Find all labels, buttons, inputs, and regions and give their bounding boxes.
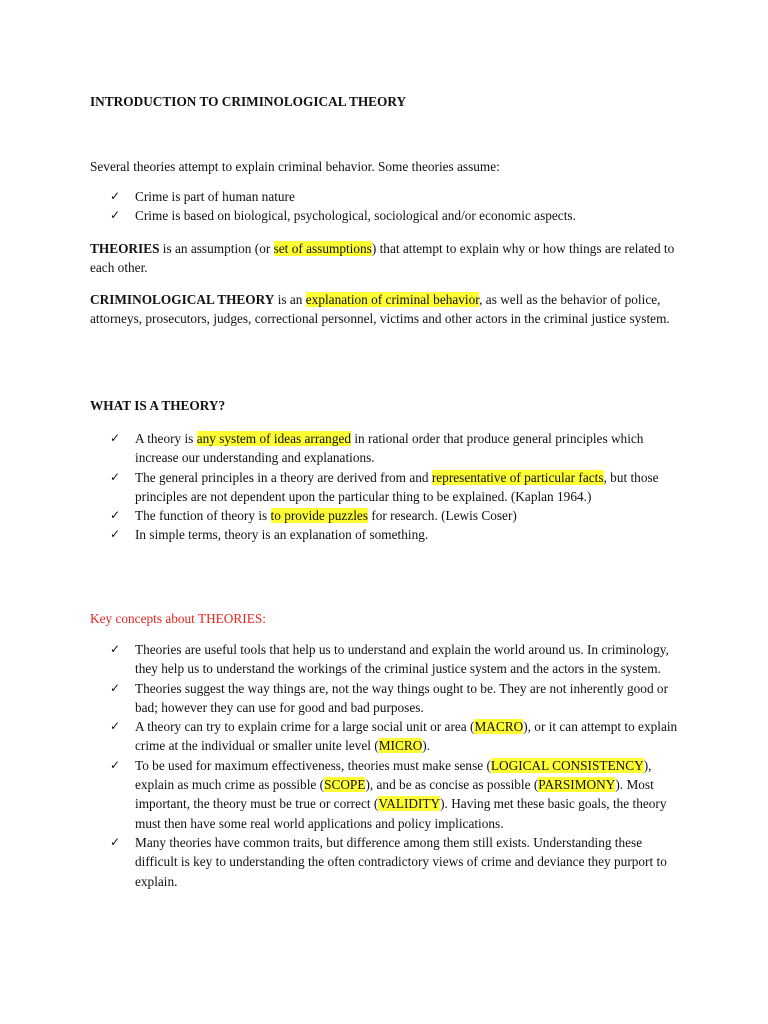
- what-is-theory-list: [90, 429, 688, 545]
- list-item: ✓ Theories suggest the way things are, not the way things ought to be. They are not inherently good or bad; however they can use for good and bad purposes.: [110, 680, 668, 715]
- list-item: ✓ To be used for maximum effectiveness, theories must make sense (LOGICAL CONSISTENCY), explain as much crime as possible (SCOPE), and be as concise as possible (PARSIMONY). Most important, the theory must be true or correct (VALIDITY). Having met these basic goals, the theory must then have some real world applications and policy implications.: [110, 757, 667, 831]
- highlighted-text: set of assumptions: [273, 241, 372, 256]
- checkmark-icon: ✓: [110, 757, 121, 772]
- highlighted-text: SCOPE: [324, 777, 366, 793]
- intro-paragraph: Several theories attempt to explain criminal behavior. Some theories assume:: [90, 159, 500, 174]
- list-item: ✓ In simple terms, theory is an explanation of something.: [90, 525, 688, 544]
- key-concepts-heading: Key concepts about THEORIES:: [90, 611, 266, 626]
- highlighted-text: representative of particular facts: [431, 469, 604, 485]
- highlighted-text: to provide puzzles: [270, 508, 369, 524]
- checkmark-icon: ✓: [110, 680, 121, 695]
- highlighted-text: LOGICAL CONSISTENCY: [490, 757, 644, 773]
- checkmark-icon: ✓: [110, 208, 121, 223]
- list-item: ✓ The function of theory is to provide puzzles for research. (Lewis Coser): [90, 506, 688, 525]
- list-item: ✓ A theory can try to explain crime for a large social unit or area (MACRO), or it can attempt to explain crime at the individual or smaller unite level (MICRO).: [110, 719, 678, 754]
- checkmark-icon: ✓: [110, 469, 121, 484]
- list-item: ✓ Theories are useful tools that help us to understand and explain the world around us. In criminology, they help us to understand the workings of the criminal justice system and the actors in the system.: [110, 642, 669, 677]
- highlighted-text: VALIDITY: [378, 796, 441, 812]
- highlighted-text: PARSIMONY: [538, 777, 616, 793]
- what-is-theory-heading: WHAT IS A THEORY?: [90, 398, 226, 413]
- checkmark-icon: ✓: [110, 508, 121, 523]
- criminological-theory-definition: CRIMINOLOGICAL THEORY is an explanation of criminal behavior, as well as the behavior of police, attorneys, prosecutors, judges, correctional personnel, victims and other actors in the criminal justice system.: [90, 292, 670, 327]
- list-item: ✓ Crime is part of human nature: [90, 187, 688, 206]
- highlighted-text: MICRO: [378, 738, 423, 754]
- checkmark-icon: ✓: [110, 834, 121, 849]
- checkmark-icon: ✓: [110, 527, 121, 542]
- assumption-list: [90, 187, 688, 226]
- list-item: ✓ Many theories have common traits, but difference among them still exists. Understanding these difficult is key to understanding the often contradictory views of crime and deviance they purport to explain.: [110, 834, 667, 889]
- list-item: ✓ The general principles in a theory are derived from and representative of particular facts, but those principles are not dependent upon the particular thing to be explained. (Kaplan 1964.): [110, 469, 659, 504]
- checkmark-icon: ✓: [110, 431, 121, 445]
- highlighted-text: any system of ideas arranged: [196, 431, 352, 446]
- theories-definition: THEORIES is an assumption (or set of assumptions) that attempt to explain why or how things are related to each other.: [90, 241, 675, 276]
- list-item: ✓ Crime is based on biological, psychological, sociological and/or economic aspects.: [90, 206, 688, 225]
- checkmark-icon: ✓: [110, 719, 121, 734]
- checkmark-icon: ✓: [110, 189, 121, 203]
- highlighted-text: explanation of criminal behavior: [305, 292, 480, 307]
- checkmark-icon: ✓: [110, 642, 121, 656]
- document-title: INTRODUCTION TO CRIMINOLOGICAL THEORY: [90, 94, 407, 109]
- key-concepts-list: [90, 640, 688, 891]
- highlighted-text: MACRO: [474, 719, 524, 735]
- list-item: ✓ A theory is any system of ideas arranged in rational order that produce general principles which increase our understanding and explanations.: [110, 431, 644, 466]
